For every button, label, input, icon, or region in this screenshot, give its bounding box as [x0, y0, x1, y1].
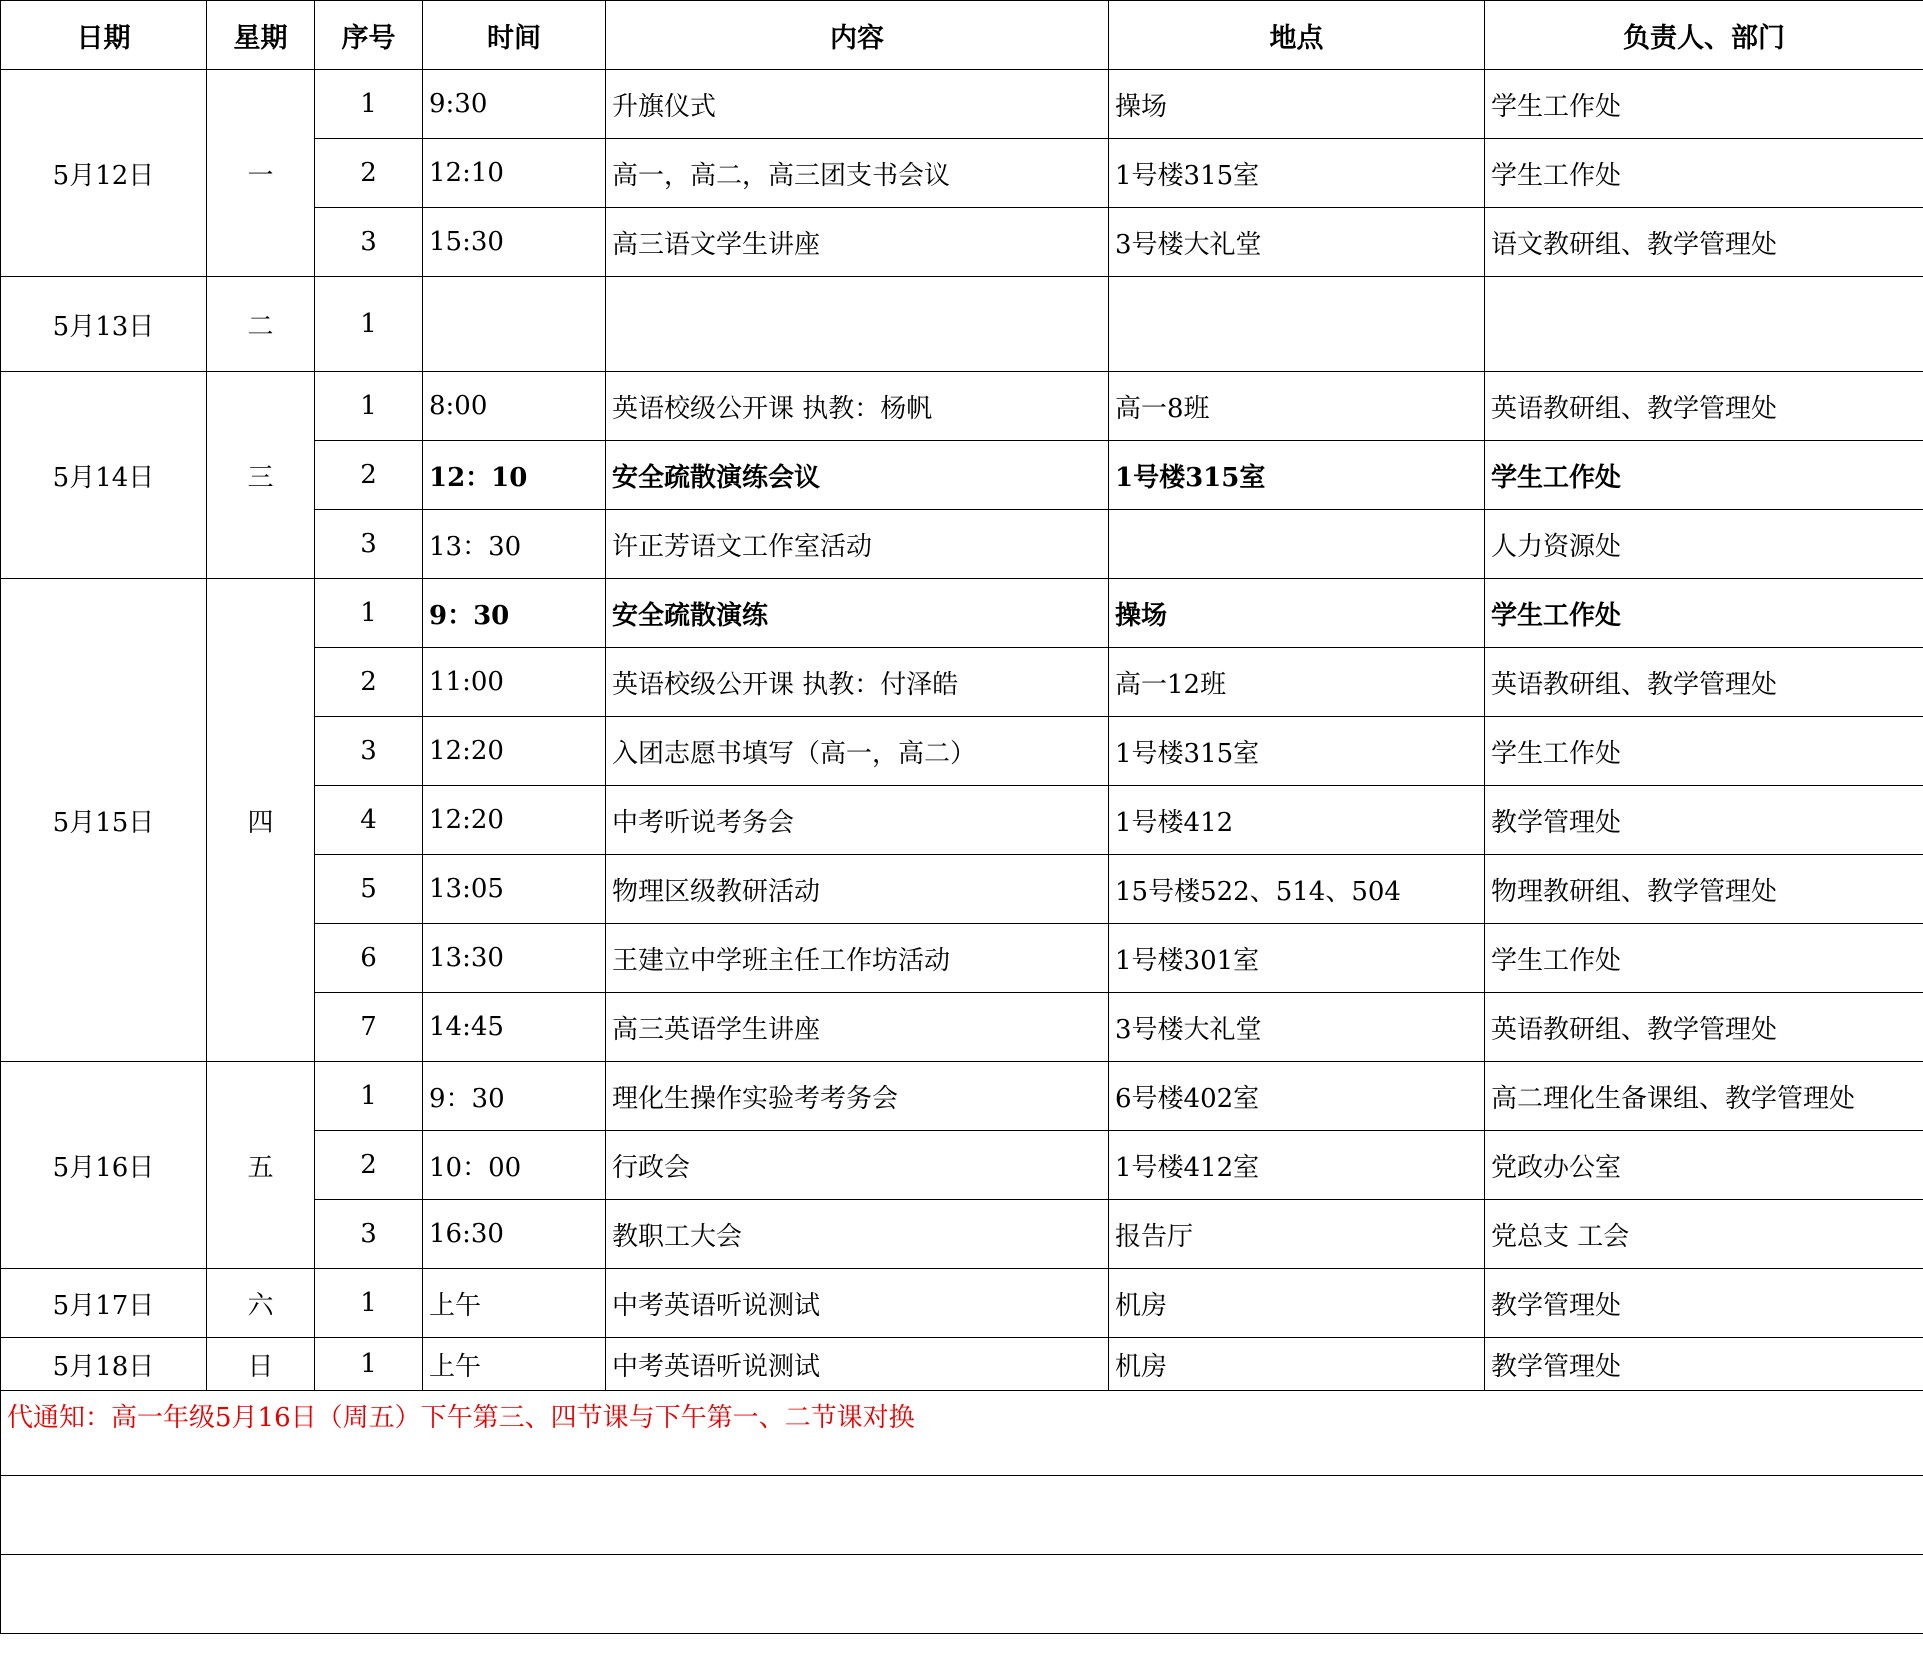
header-time: 时间 [423, 1, 606, 70]
header-row [1, 1, 1923, 70]
time-cell: 上午 [423, 1338, 606, 1391]
department-cell: 物理教研组、教学管理处 [1485, 855, 1923, 924]
weekday-cell: 三 [207, 372, 315, 579]
place-cell: 1号楼315室 [1109, 139, 1485, 208]
content-cell [606, 277, 1109, 372]
number-cell: 2 [315, 648, 423, 717]
place-cell: 机房 [1109, 1269, 1485, 1338]
department-cell: 教学管理处 [1485, 1269, 1923, 1338]
content-cell: 英语校级公开课 执教：杨帆 [606, 372, 1109, 441]
place-cell: 1号楼315室 [1109, 441, 1485, 510]
department-cell: 语文教研组、教学管理处 [1485, 208, 1923, 277]
notice-text: 代通知：高一年级5月16日（周五）下午第三、四节课与下午第一、二节课对换 [1, 1391, 1923, 1476]
weekday-cell: 五 [207, 1062, 315, 1269]
weekday-cell: 二 [207, 277, 315, 372]
weekday-cell: 一 [207, 70, 315, 277]
time-cell: 12:10 [423, 139, 606, 208]
place-cell: 1号楼412 [1109, 786, 1485, 855]
number-cell: 5 [315, 855, 423, 924]
department-cell: 教学管理处 [1485, 1338, 1923, 1391]
department-cell: 教学管理处 [1485, 786, 1923, 855]
time-cell: 9：30 [423, 579, 606, 648]
weekday-cell: 日 [207, 1338, 315, 1391]
department-cell: 人力资源处 [1485, 510, 1923, 579]
place-cell: 操场 [1109, 70, 1485, 139]
empty-row [1, 1476, 1923, 1555]
empty-cell [1, 1555, 1923, 1634]
weekday-cell: 四 [207, 579, 315, 1062]
header-weekday: 星期 [207, 1, 315, 70]
place-cell: 高一8班 [1109, 372, 1485, 441]
time-cell: 16:30 [423, 1200, 606, 1269]
number-cell: 3 [315, 717, 423, 786]
number-cell: 1 [315, 70, 423, 139]
number-cell: 1 [315, 1269, 423, 1338]
department-cell: 英语教研组、教学管理处 [1485, 648, 1923, 717]
content-cell: 中考英语听说测试 [606, 1269, 1109, 1338]
notice-row [1, 1391, 1923, 1476]
content-cell: 高一，高二，高三团支书会议 [606, 139, 1109, 208]
number-cell: 4 [315, 786, 423, 855]
time-cell: 15:30 [423, 208, 606, 277]
number-cell: 2 [315, 139, 423, 208]
header-department: 负责人、部门 [1485, 1, 1923, 70]
department-cell: 高二理化生备课组、教学管理处 [1485, 1062, 1923, 1131]
time-cell: 11:00 [423, 648, 606, 717]
number-cell: 2 [315, 1131, 423, 1200]
place-cell [1109, 510, 1485, 579]
department-cell [1485, 277, 1923, 372]
time-cell: 9:30 [423, 70, 606, 139]
empty-row [1, 1555, 1923, 1634]
time-cell: 12:20 [423, 717, 606, 786]
header-date: 日期 [1, 1, 207, 70]
table-row [1, 1062, 1923, 1131]
content-cell: 教职工大会 [606, 1200, 1109, 1269]
time-cell: 上午 [423, 1269, 606, 1338]
header-place: 地点 [1109, 1, 1485, 70]
content-cell: 安全疏散演练会议 [606, 441, 1109, 510]
place-cell: 6号楼402室 [1109, 1062, 1485, 1131]
department-cell: 学生工作处 [1485, 441, 1923, 510]
place-cell [1109, 277, 1485, 372]
number-cell: 3 [315, 1200, 423, 1269]
number-cell: 1 [315, 1338, 423, 1391]
date-cell: 5月14日 [1, 372, 207, 579]
number-cell: 3 [315, 208, 423, 277]
content-cell: 中考听说考务会 [606, 786, 1109, 855]
time-cell: 13：30 [423, 510, 606, 579]
date-cell: 5月17日 [1, 1269, 207, 1338]
department-cell: 党政办公室 [1485, 1131, 1923, 1200]
content-cell: 英语校级公开课 执教：付泽皓 [606, 648, 1109, 717]
content-cell: 入团志愿书填写（高一，高二） [606, 717, 1109, 786]
time-cell: 13:05 [423, 855, 606, 924]
place-cell: 高一12班 [1109, 648, 1485, 717]
time-cell [423, 277, 606, 372]
time-cell: 13:30 [423, 924, 606, 993]
empty-cell [1, 1476, 1923, 1555]
department-cell: 学生工作处 [1485, 717, 1923, 786]
table-row [1, 1338, 1923, 1391]
table-row [1, 579, 1923, 648]
number-cell: 1 [315, 579, 423, 648]
time-cell: 14:45 [423, 993, 606, 1062]
place-cell: 1号楼315室 [1109, 717, 1485, 786]
department-cell: 学生工作处 [1485, 70, 1923, 139]
time-cell: 12：10 [423, 441, 606, 510]
place-cell: 3号楼大礼堂 [1109, 208, 1485, 277]
content-cell: 高三语文学生讲座 [606, 208, 1109, 277]
header-content: 内容 [606, 1, 1109, 70]
department-cell: 英语教研组、教学管理处 [1485, 993, 1923, 1062]
date-cell: 5月16日 [1, 1062, 207, 1269]
weekday-cell: 六 [207, 1269, 315, 1338]
content-cell: 中考英语听说测试 [606, 1338, 1109, 1391]
time-cell: 9：30 [423, 1062, 606, 1131]
number-cell: 3 [315, 510, 423, 579]
department-cell: 学生工作处 [1485, 924, 1923, 993]
number-cell: 1 [315, 1062, 423, 1131]
date-cell: 5月13日 [1, 277, 207, 372]
place-cell: 机房 [1109, 1338, 1485, 1391]
department-cell: 英语教研组、教学管理处 [1485, 372, 1923, 441]
place-cell: 报告厅 [1109, 1200, 1485, 1269]
content-cell: 行政会 [606, 1131, 1109, 1200]
date-cell: 5月12日 [1, 70, 207, 277]
department-cell: 学生工作处 [1485, 139, 1923, 208]
content-cell: 安全疏散演练 [606, 579, 1109, 648]
date-cell: 5月15日 [1, 579, 207, 1062]
place-cell: 1号楼301室 [1109, 924, 1485, 993]
number-cell: 2 [315, 441, 423, 510]
table-row [1, 277, 1923, 372]
content-cell: 升旗仪式 [606, 70, 1109, 139]
content-cell: 物理区级教研活动 [606, 855, 1109, 924]
time-cell: 8:00 [423, 372, 606, 441]
number-cell: 1 [315, 277, 423, 372]
place-cell: 3号楼大礼堂 [1109, 993, 1485, 1062]
place-cell: 操场 [1109, 579, 1485, 648]
place-cell: 15号楼522、514、504 [1109, 855, 1485, 924]
department-cell: 党总支 工会 [1485, 1200, 1923, 1269]
table-row [1, 372, 1923, 441]
number-cell: 7 [315, 993, 423, 1062]
schedule-body [1, 1, 1923, 1634]
content-cell: 许正芳语文工作室活动 [606, 510, 1109, 579]
table-row [1, 1269, 1923, 1338]
place-cell: 1号楼412室 [1109, 1131, 1485, 1200]
number-cell: 6 [315, 924, 423, 993]
content-cell: 王建立中学班主任工作坊活动 [606, 924, 1109, 993]
time-cell: 10：00 [423, 1131, 606, 1200]
header-number: 序号 [315, 1, 423, 70]
number-cell: 1 [315, 372, 423, 441]
table-row [1, 70, 1923, 139]
content-cell: 高三英语学生讲座 [606, 993, 1109, 1062]
content-cell: 理化生操作实验考考务会 [606, 1062, 1109, 1131]
department-cell: 学生工作处 [1485, 579, 1923, 648]
time-cell: 12:20 [423, 786, 606, 855]
date-cell: 5月18日 [1, 1338, 207, 1391]
